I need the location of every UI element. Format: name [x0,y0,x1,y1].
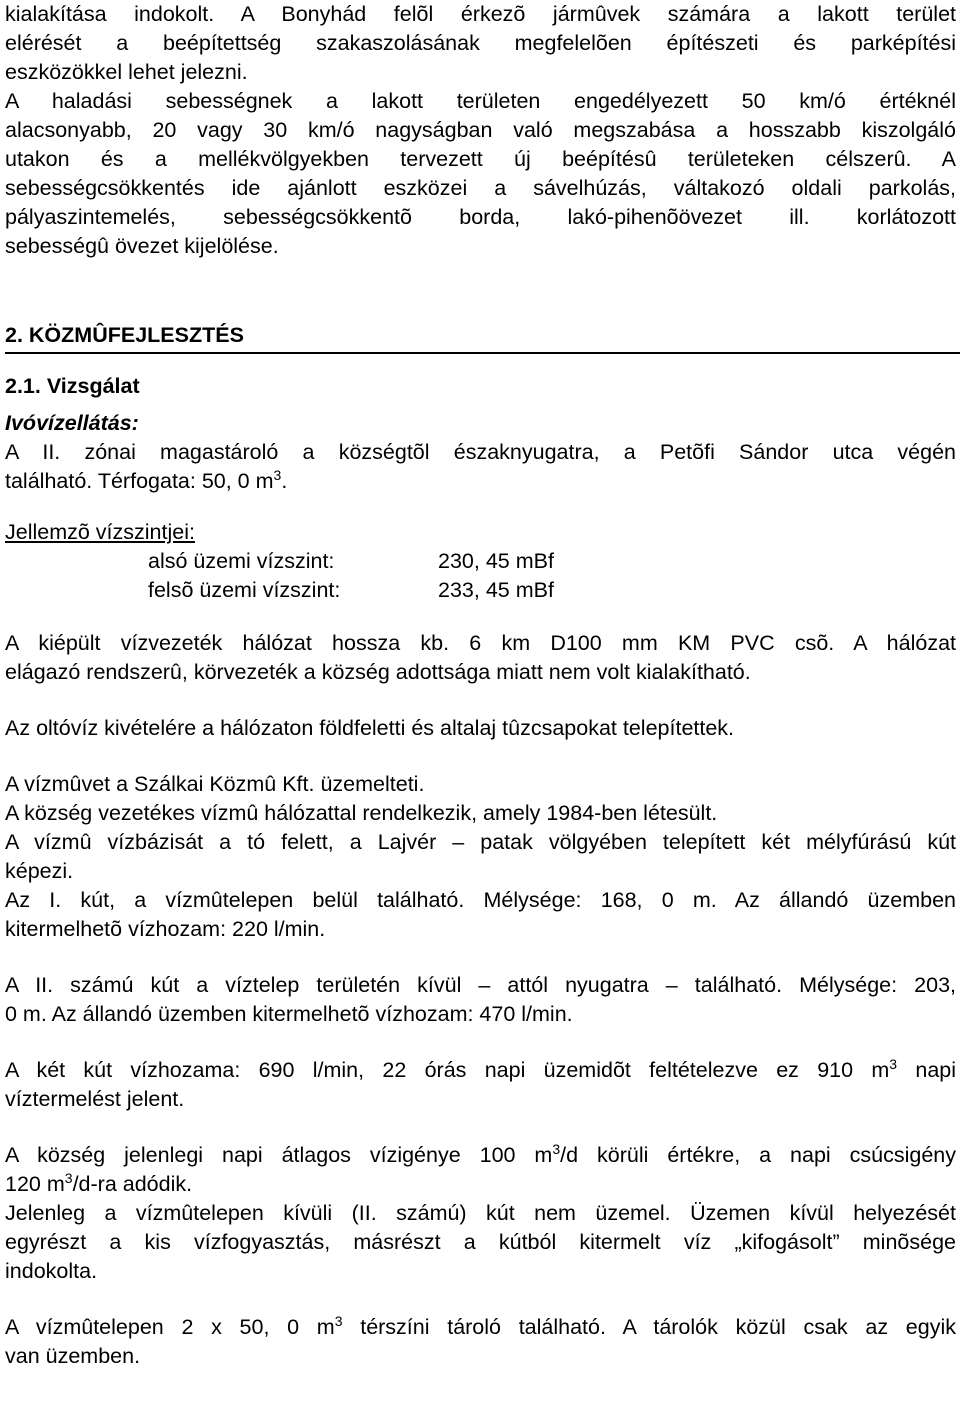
tank-line: A II. zónai magastároló a községtõl északnyugatra, a Petõfi Sándor utca végén [5,440,956,464]
offline-line: egyrészt a kis vízfogyasztás, másrészt a kútból kitermelt víz „kifogásolt” minõsége [5,1230,956,1254]
yield-line: víztermelést jelent. [5,1087,185,1111]
network-line: A kiépült vízvezeték hálózat hossza kb. 6 km D100 mm KM PVC csõ. A hálózat [5,631,956,655]
established-line: A község vezetékes vízmû hálózattal rendelkezik, amely 1984-ben létesült. [5,801,718,825]
network-line: elágazó rendszerû, körvezeték a község adottsága miatt nem volt kialakítható. [5,660,751,684]
intro-line: alacsonyabb, 20 vagy 30 km/ó nagyságban való megszabása a hosszabb kiszolgáló [5,118,956,142]
demand-line: 120 $m^3/d-ra$ adódik. [5,1169,193,1196]
base-line: A vízmû vízbázisát a tó felett, a Lajvér – patak völgyében telepített két mélyfúrású kút [5,830,956,854]
well1-line: kitermelhetõ vízhozam: 220 l/min. [5,917,326,941]
offline-line: indokolta. [5,1259,98,1283]
intro-line: eszközökkel lehet jelezni. [5,60,248,84]
intro-line: pályaszintemelés, sebességcsökkentõ borda, lakó-pihenõövezet ill. korlátozott [5,205,956,229]
intro-line: sebességû övezet kijelölése. [5,234,279,258]
intro-line: kialakítása indokolt. A Bonyhád felõl érkezõ jármûvek számára a lakott terület [5,2,956,26]
intro-line: elérését a beépítettség szakaszolásának megfelelõen építészeti és parképítési [5,31,956,55]
storage-line: van üzemben. [5,1344,141,1368]
operator-line: A vízmûvet a Szálkai Közmû Kft. üzemelteti. [5,772,425,796]
level-row [5,547,956,576]
base-line: képezi. [5,859,74,883]
intro-line: A haladási sebességnek a lakott területen engedélyezett 50 km/ó értéknél [5,89,956,113]
level-label: alsó üzemi vízszint: [148,549,335,573]
level-row [5,576,956,605]
section-title: 2. KÖZMÛFEJLESZTÉS [5,321,960,354]
levels-heading: Jellemzõ vízszintjei: [5,520,195,544]
subsection-title: 2.1. Vizsgálat [5,374,140,398]
document-page [5,0,956,1371]
well2-line: 0 m. Az állandó üzemben kitermelhetõ vízhozam: 470 l/min. [5,1002,573,1026]
level-value: 230, 45 mBf [438,549,554,573]
level-value: 233, 45 mBf [438,578,554,602]
offline-line: Jelenleg a vízmûtelepen kívüli (II. számú) kút nem üzemel. Üzemen kívül helyezését [5,1201,956,1225]
well2-line: A II. számú kút a víztelep területén kívül – attól nyugatra – található. Mélysége: 203, [5,973,956,997]
hydrants-line: Az oltóvíz kivételére a hálózaton földfeletti és altalaj tûzcsapokat telepítettek. [5,716,735,740]
yield-line: A két kút vízhozama: 690 l/min, 22 órás napi üzemidõt feltételezve ez 910 $m^3$ napi [5,1055,957,1082]
intro-line: sebességcsökkentés ide ajánlott eszközei a sávelhúzás, váltakozó oldali parkolás, [5,176,956,200]
tank-line: található. Térfogata: 50, 0 $m^3$. [5,466,288,493]
intro-line: utakon és a mellékvölgyekben tervezett új beépítésû területeken célszerû. A [5,147,956,171]
storage-line: A vízmûtelepen 2 x 50, 0 $m^3$ térszíni tároló található. A tárolók közül csak az egyik [5,1312,956,1339]
well1-line: Az I. kút, a vízmûtelepen belül található. Mélysége: 168, 0 m. Az állandó üzemben [5,888,956,912]
water-supply-heading: Ivóvízellátás: [5,411,139,435]
level-label: felsõ üzemi vízszint: [148,578,341,602]
demand-line: A község jelenlegi napi átlagos vízigénye 100 $m^3/d$ körüli értékre, a napi csúcsigény [5,1140,956,1167]
